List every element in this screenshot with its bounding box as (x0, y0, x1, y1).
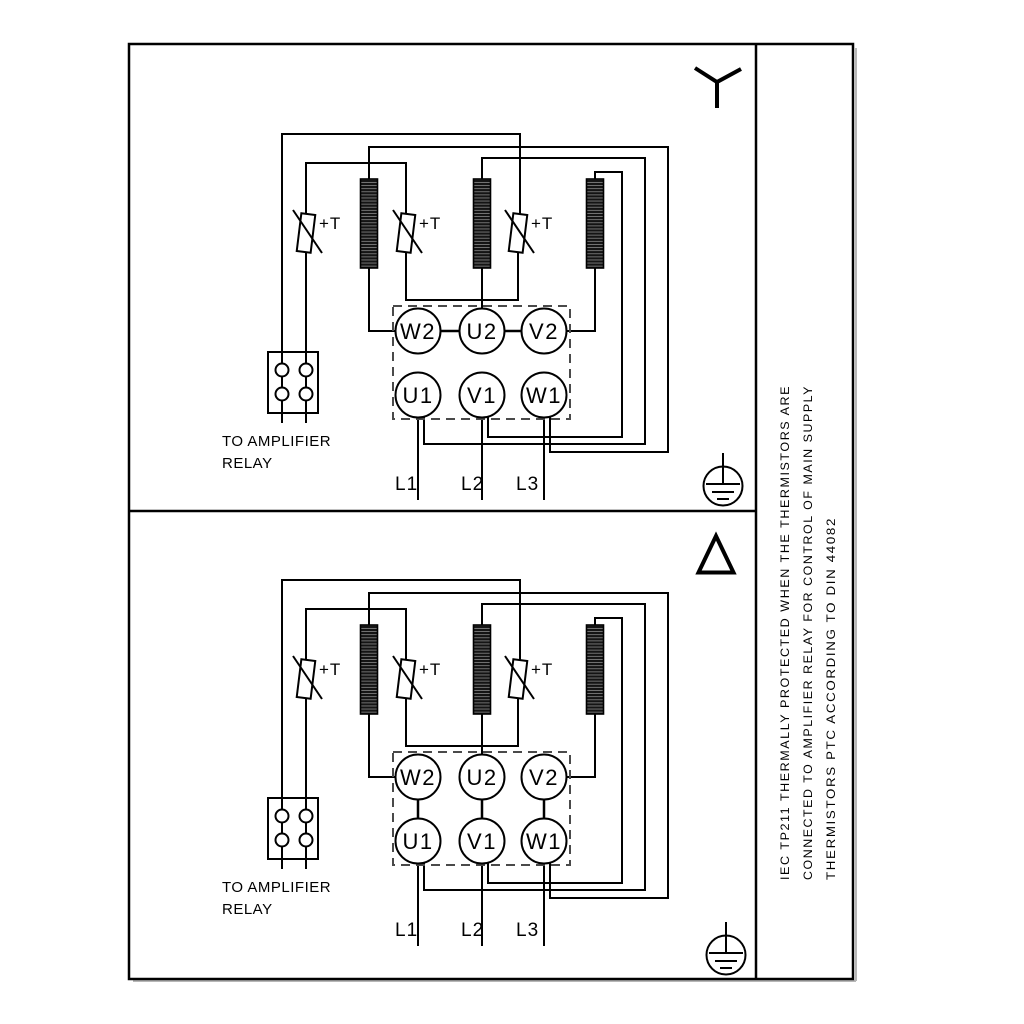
star-icon (695, 68, 741, 108)
thermistor-label: +T (319, 660, 342, 679)
note-line-3: THERMISTORS PTC ACCORDING TO DIN 44082 (824, 552, 838, 880)
relay-caption (222, 879, 331, 918)
relay-caption-line2: RELAY (222, 901, 273, 918)
terminal-label-v2: V2 (529, 765, 559, 790)
terminal-label-u2: U2 (466, 765, 498, 790)
note-line-2: CONNECTED TO AMPLIFIER RELAY FOR CONTROL OF MAIN SUPPLY (801, 400, 815, 880)
relay-caption-line1: TO AMPLIFIER (222, 879, 332, 896)
note-panel (778, 385, 838, 880)
supply-label-l3: L3 (516, 474, 540, 495)
supply-label-l3: L3 (516, 920, 540, 941)
terminal-label-u2: U2 (466, 319, 498, 344)
thermistor-label: +T (319, 214, 342, 233)
supply-label-l2: L2 (461, 474, 485, 495)
relay-caption (222, 433, 331, 472)
supply-label-l1: L1 (395, 474, 419, 495)
supply-labels (395, 920, 539, 941)
thermistor-label: +T (531, 660, 554, 679)
terminal-label-w2: W2 (400, 319, 436, 344)
terminal-label-u1: U1 (402, 383, 434, 408)
delta-icon (699, 536, 734, 573)
earth-icon (707, 922, 746, 975)
terminal-label-v2: V2 (529, 319, 559, 344)
terminal-labels (400, 319, 562, 408)
relay-caption-line1: TO AMPLIFIER (222, 433, 332, 450)
supply-label-l2: L2 (461, 920, 485, 941)
terminal-label-w2: W2 (400, 765, 436, 790)
earth-icon (704, 453, 743, 506)
terminal-label-w1: W1 (526, 829, 562, 854)
supply-label-l1: L1 (395, 920, 419, 941)
terminal-label-u1: U1 (402, 829, 434, 854)
delta-connection-diagram (222, 536, 746, 975)
note-line-1: IEC TP211 THERMALLY PROTECTED WHEN THE THERMISTORS ARE (778, 405, 792, 880)
thermistor-label: +T (531, 214, 554, 233)
relay-caption-line2: RELAY (222, 455, 273, 472)
terminal-label-w1: W1 (526, 383, 562, 408)
delta-bridge-links (418, 800, 544, 819)
thermistor-label: +T (419, 214, 442, 233)
terminal-label-v1: V1 (467, 829, 497, 854)
supply-labels (395, 474, 539, 495)
thermistor-label: +T (419, 660, 442, 679)
terminal-label-v1: V1 (467, 383, 497, 408)
star-connection-diagram (222, 68, 743, 506)
